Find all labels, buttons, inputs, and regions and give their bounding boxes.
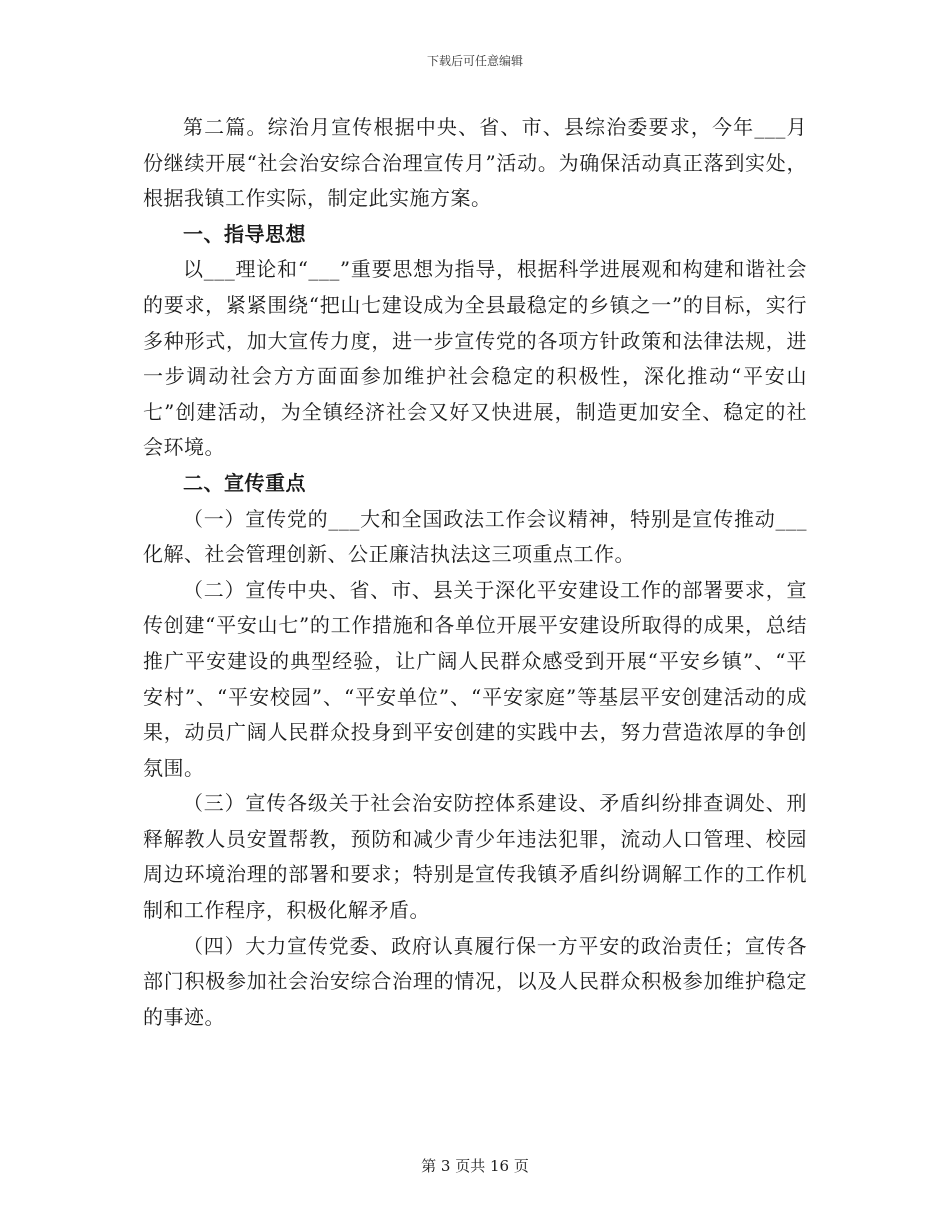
publicity-item-2: （二）宣传中央、省、市、县关于深化平安建设工作的部署要求，宣传创建“平安山七”的工作措施和各单位开展平安建设所取得的成果，总结推广平安建设的典型经验，让广阔人民群众感受到开展“平安乡镇”、“平安村”、“平安校园”、“平安单位”、“平安家庭”等基层平安创建活动的成果，动员广阔人民群众投身到平安创建的实践中去，努力营造浓厚的争创氛围。: [143, 577, 807, 780]
publicity-item-3: （三）宣传各级关于社会治安防控体系建设、矛盾纠纷排查调处、刑释解教人员安置帮教，预防和减少青少年违法犯罪，流动人口管理、校园周边环境治理的部署和要求；特别是宣传我镇矛盾纠纷调解工作的工作机制和工作程序，积极化解矛盾。: [143, 791, 807, 923]
document-body: [143, 110, 807, 1035]
guiding-ideology-paragraph: 以___理论和“___”重要思想为指导，根据科学进展观和构建和谐社会的要求，紧紧围绕“把山七建设成为全县最稳定的乡镇之一”的目标，实行多种形式，加大宣传力度，进一步宣传党的各项方针政策和法律法规，进一步调动社会方方面面参加维护社会稳定的积极性，深化推动“平安山七”创建活动，为全镇经济社会又好又快进展，制造更加安全、稳定的社会环境。: [143, 257, 807, 460]
intro-paragraph: 第二篇。综治月宣传根据中央、省、市、县综治委要求，今年___月份继续开展“社会治安综合治理宣传月”活动。为确保活动真正落到实处，根据我镇工作实际，制定此实施方案。: [143, 115, 807, 211]
page-number: 第 3 页共 16 页: [421, 1157, 529, 1175]
publicity-item-4: （四）大力宣传党委、政府认真履行保一方平安的政治责任；宣传各部门积极参加社会治安综合治理的情况，以及人民群众积极参加维护稳定的事迹。: [143, 933, 807, 1029]
section-heading-guiding-ideology: 一、指导思想: [183, 221, 306, 246]
publicity-item-1: （一）宣传党的___大和全国政法工作会议精神，特别是宣传推动___化解、社会管理创新、公正廉洁执法这三项重点工作。: [143, 506, 807, 567]
page-header-note: 下载后可任意编辑: [426, 54, 523, 68]
section-heading-publicity-focus: 二、宣传重点: [183, 470, 306, 495]
